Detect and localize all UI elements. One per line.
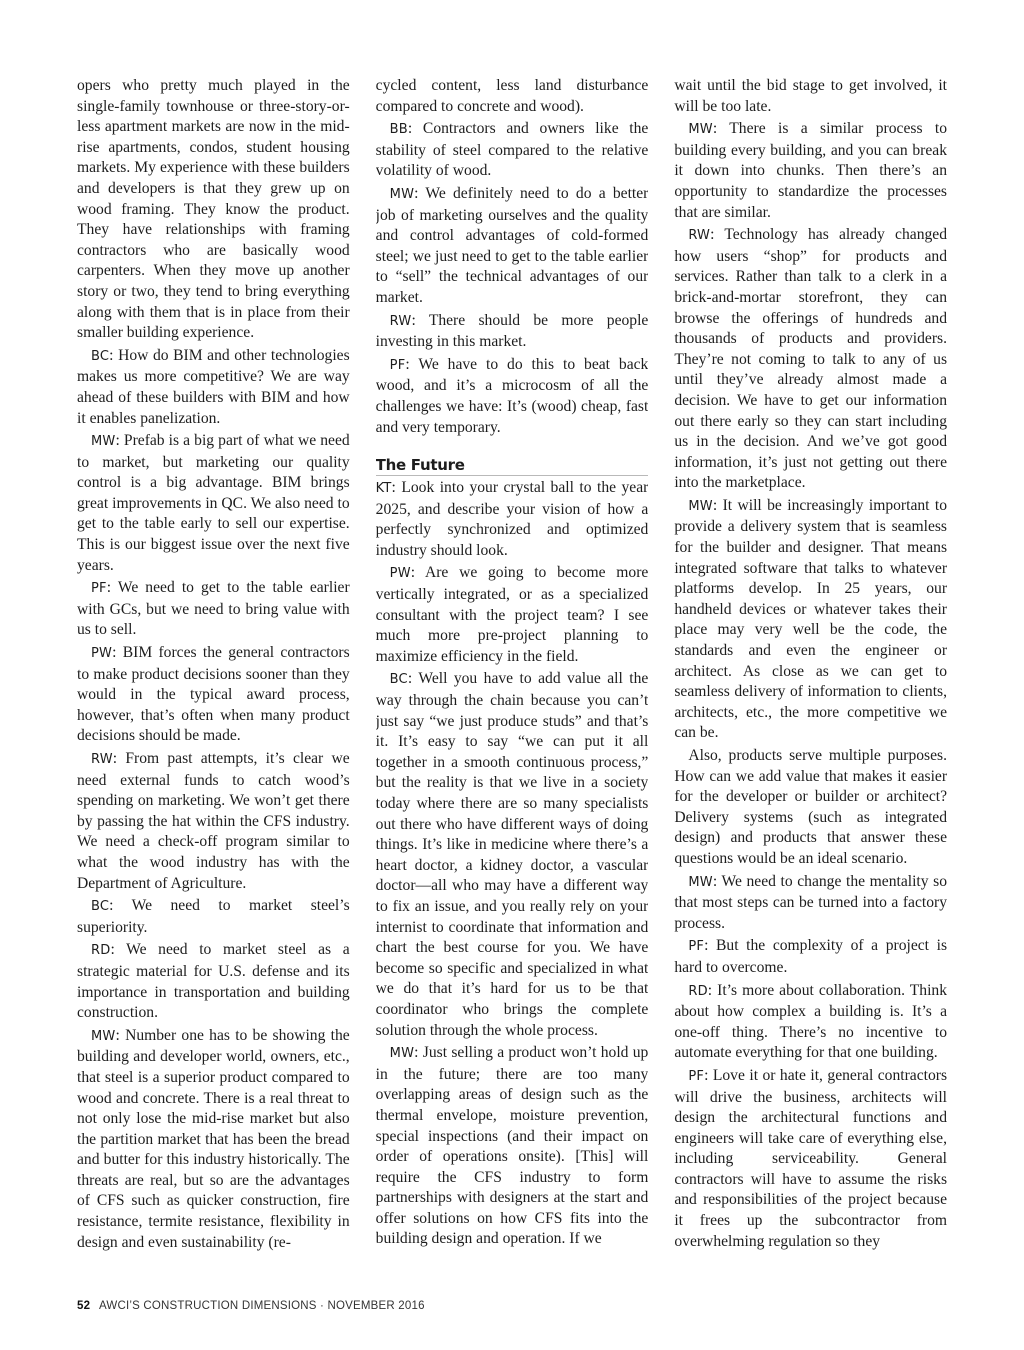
paragraph: MW: Prefab is a big part of what we need to market, but marketing our quality control is a big advantage. BIM brings great improvements in QC. We also need to get to the table early to sell our expertise. This is our biggest issue over the next five years. bbox=[77, 432, 350, 574]
column-1 bbox=[77, 76, 350, 1286]
speaker-initials: MW bbox=[688, 122, 713, 138]
paragraph: RW: From past attempts, it’s clear we need external funds to catch wood’s spending on marketing. We won’t get there by passing the hat within the CFS industry. We need a check-off program similar to what the wood industry has with the Department of Agriculture. bbox=[77, 750, 350, 892]
paragraph-text: We have to do this to beat back wood, and it’s a microcosm of all the challenges we have: It’s (wood) cheap, fast and very temporary. bbox=[375, 355, 649, 436]
speaker-initials: MW bbox=[688, 498, 713, 514]
speaker-initials: MW bbox=[91, 1028, 116, 1044]
speaker-initials: BC bbox=[389, 672, 408, 688]
speaker-initials: KT bbox=[375, 481, 392, 497]
speaker-initials: RW bbox=[91, 752, 113, 767]
paragraph-text: Are we going to become more vertically integrated, or as a specialized consultant with the project team? I see much more pre-project planning to maximize efficiency in the field. bbox=[375, 564, 649, 665]
paragraph: MW: There is a similar process to building every building, and you can break it down into chunks. Then there’s an opportunity to standardize the processes that are similar. bbox=[674, 120, 948, 221]
paragraph-text: We definitely need to do a better job of marketing ourselves and the quality and control advantages of cold-formed steel; we just need to get to the table earlier to “sell” the technical advantages of our market. bbox=[375, 184, 649, 306]
speaker-initials: RW bbox=[688, 228, 711, 244]
paragraph-text: Love it or hate it, general contractors will drive the business, architects will design the architectural functions and engineers will take care of everything else, including serviceability. General contractors will have to assume the risks and responsibilities of the project because it frees up the subcontractor from overwhelming regulation so they bbox=[674, 1066, 948, 1250]
speaker-initials: RD bbox=[91, 943, 111, 959]
speaker-initials: BC bbox=[91, 899, 110, 915]
column-2 bbox=[376, 76, 649, 1286]
paragraph: PW: Are we going to become more vertically integrated, or as a specialized consultant with the project team? I see much more pre-project planning to maximize efficiency in the field. bbox=[375, 564, 649, 665]
paragraph: MW: We need to change the mentality so that most steps can be turned into a factory process. bbox=[674, 872, 948, 932]
paragraph-continuation: cycled content, less land disturbance compared to concrete and wood). bbox=[375, 77, 649, 115]
paragraph-text: We need to market steel as a strategic material for U.S. defense and its importance in transportation and building construction. bbox=[77, 941, 350, 1022]
paragraph-text: We need to change the mentality so that most steps can be turned into a factory process. bbox=[674, 872, 948, 932]
paragraph: BC: We need to market steel’s superiority. bbox=[77, 897, 350, 936]
speaker-initials: MW bbox=[389, 1046, 415, 1062]
paragraph: PW: BIM forces the general contractors to make product decisions sooner than they would in the typical award process, however, that’s often when many product decisions should be made. bbox=[77, 644, 350, 745]
section-heading: The Future bbox=[376, 456, 649, 476]
paragraph-text: BIM forces the general contractors to make product decisions sooner than they would in the typical award process, however, that’s often when many product decisions should be made. bbox=[77, 644, 350, 745]
paragraph: BC: Well you have to add value all the way through the chain because you can’t just say “we just produce studs” and that’s it. It’s easy to say “we can put it all together in a smooth continuous process,” but the reality is that we live in a society today where there are so many specialists out there who have different ways of doing things. It’s like in medicine where there’s a heart doctor, a kidney doctor, a vascular doctor—all who may have a different way to fix an issue, and you really rely on your internist to coordinate that information and chart the best course for you. We have become so specific and specialized in what we do that it’s hard for us to be that coordinator who brings the complete solution through the whole process. bbox=[375, 670, 649, 1039]
speaker-initials: PF bbox=[688, 939, 705, 955]
publication-line: AWCI’S CONSTRUCTION DIMENSIONS · NOVEMBER 2016 bbox=[98, 1300, 425, 1312]
paragraph-text: Contractors and owners like the stability of steel compared to the relative volatility of wood. bbox=[375, 120, 649, 180]
paragraph-text: Just selling a product won’t hold up in the future; there are too many overlapping areas of design such as the thermal envelope, moisture prevention, special inspections (and their impact on order of operations onsite). [This] will require the CFS industry to form partnerships with designers at the start and offer solutions on how CFS fits into the building design and operation. If we bbox=[375, 1044, 649, 1248]
paragraph: RD: We need to market steel as a strategic material for U.S. defense and its importance in transportation and building construction. bbox=[77, 941, 350, 1022]
paragraph-text: It’s more about collaboration. Think about how complex a building is. It’s a one-off thing. There’s no incentive to automate everything for that one building. bbox=[674, 981, 948, 1062]
paragraph-text: Look into your crystal ball to the year 2025, and describe your vision of how a perfectly synchronized and optimized industry should look. bbox=[375, 479, 649, 559]
page-number: 52 bbox=[77, 1300, 91, 1312]
paragraph: RD: It’s more about collaboration. Think about how complex a building is. It’s a one-off thing. There’s no incentive to automate everything for that one building. bbox=[674, 981, 948, 1062]
paragraph: MW: We definitely need to do a better job of marketing ourselves and the quality and control advantages of cold-formed steel; we just need to get to the table earlier to “sell” the technical advantages of our market. bbox=[375, 184, 649, 306]
paragraph: MW: Number one has to be showing the building and developer world, owners, etc., that steel is a superior product compared to wood and concrete. There is a real threat to not only lose the mid-rise market but also the partition market that has been the bread and butter for this industry historically. The threats are real, but so are the advantages of CFS such as quicker construction, fire resistance, termite resistance, flexibility in design and even sustainability (re- bbox=[77, 1026, 350, 1251]
paragraph-continuation: wait until the bid stage to get involved, it will be too late. bbox=[674, 77, 948, 115]
paragraph-text: Well you have to add value all the way through the chain because you can’t just say “we just produce studs” and that’s it. It’s easy to say “we can put it all together in a smooth continuous process,” but the reality is that we live in a society today where there are so many specialists out there who have different ways of doing things. It’s like in medicine where there’s a heart doctor, a kidney doctor, a vascular doctor—all who may have a different way to fix an issue, and you really rely on your internist to coordinate that information and chart the best course for you. We have become so specific and specialized in what we do that it’s hard for us to be that coordinator who brings the complete solution through the whole process. bbox=[375, 670, 649, 1039]
speaker-initials: PW bbox=[91, 646, 113, 662]
paragraph-continuation: opers who pretty much played in the single-family townhouse or three-story-or-less apartment markets are now in the mid-rise apartments, condos, student housing markets. My experience with these builders and developers is that they grew up on wood framing. They know the product. They have relationships with framing contractors who are basically wood carpenters. When they move up another story or two, they tend to bring everything along with them that is in place from their smaller building experience. bbox=[77, 77, 350, 342]
page-footer bbox=[77, 1300, 425, 1312]
paragraph-text: From past attempts, it’s clear we need external funds to catch wood’s spending on marketing. We won’t get there by passing the hat within the CFS industry. We need a check-off program similar to what the wood industry has with the Department of Agriculture. bbox=[77, 750, 350, 892]
paragraph: PF: But the complexity of a project is hard to overcome. bbox=[674, 937, 948, 976]
paragraph-text: How do BIM and other technologies makes us more competitive? We are way ahead of these builders with BIM and how it enables panelization. bbox=[77, 346, 350, 427]
speaker-initials: BC bbox=[91, 348, 110, 364]
speaker-initials: MW bbox=[389, 186, 415, 202]
paragraph-text: There should be more people investing in this market. bbox=[375, 311, 649, 351]
speaker-initials: MW bbox=[91, 434, 116, 450]
paragraph: BC: How do BIM and other technologies makes us more competitive? We are way ahead of these builders with BIM and how it enables panelization. bbox=[77, 346, 350, 427]
paragraph-text: It will be increasingly important to provide a delivery system that is seamless for the builder and designer. That means integrated software that talks to whatever platforms develop. In 25 years, our handheld devices or whatever takes their place may very well be the code, the standards and even the engineer or architect. As close as we can get to seamless delivery of information to clients, architects, etc., the more competitive we can be. bbox=[674, 496, 948, 742]
paragraph-text: Technology has already changed how users “shop” for products and services. Rather than talk to a clerk in a brick-and-mortar storefront, they can browse the offerings of hundreds and thousands of products and providers. They’re not coming to talk to any of us until they’ve already almost made a decision. We have to get our information out there early so they can start including us in the decision. And we’ve got good information, it’s just not getting out there into the marketplace. bbox=[674, 226, 948, 492]
article-columns bbox=[77, 76, 947, 1286]
interview-question: KT: Look into your crystal ball to the year 2025, and describe your vision of how a perfectly synchronized and optimized industry should look. bbox=[375, 479, 649, 559]
speaker-initials: BB bbox=[389, 122, 408, 138]
paragraph: RW: Technology has already changed how users “shop” for products and services. Rather than talk to a clerk in a brick-and-mortar storefront, they can browse the offerings of hundreds and thousands of products and providers. They’re not coming to talk to any of us until they’ve already almost made a decision. We have to get our information out there early so they can start including us in the decision. And we’ve got good information, it’s just not getting out there into the marketplace. bbox=[674, 226, 948, 492]
speaker-initials: PF bbox=[389, 357, 406, 373]
paragraph: MW: It will be increasingly important to provide a delivery system that is seamless for the builder and designer. That means integrated software that talks to whatever platforms develop. In 25 years, our handheld devices or whatever takes their place may very well be the code, the standards and even the engineer or architect. As close as we can get to seamless delivery of information to clients, architects, etc., the more competitive we can be. bbox=[674, 496, 948, 742]
paragraph-text: But the complexity of a project is hard to overcome. bbox=[674, 937, 948, 976]
speaker-initials: MW bbox=[688, 874, 713, 890]
paragraph: Also, products serve multiple purposes. How can we add value that makes it easier for the developer or builder or architect? Delivery systems (such as integrated design) and products that answer these questions would be an ideal scenario. bbox=[674, 747, 948, 867]
paragraph: BB: Contractors and owners like the stability of steel compared to the relative volatility of wood. bbox=[375, 120, 649, 180]
paragraph: MW: Just selling a product won’t hold up in the future; there are too many overlapping areas of design such as the thermal envelope, moisture prevention, special inspections (and their impact on order of operations onsite). [This] will require the CFS industry to form partnerships with designers at the start and offer solutions on how CFS fits into the building design and operation. If we bbox=[375, 1044, 649, 1248]
paragraph: PF: We have to do this to beat back wood, and it’s a microcosm of all the challenges we have: It’s (wood) cheap, fast and very temporary. bbox=[375, 355, 649, 436]
paragraph-text: We need to get to the table earlier with GCs, but we need to bring value with us to sell. bbox=[77, 579, 350, 639]
paragraph: PF: Love it or hate it, general contractors will drive the business, architects will design the architectural functions and engineers will take care of everything else, including serviceability. General contractors will have to assume the risks and responsibilities of the project because it frees up the subcontractor from overwhelming regulation so they bbox=[674, 1066, 948, 1250]
paragraph: PF: We need to get to the table earlier with GCs, but we need to bring value with us to sell. bbox=[77, 579, 350, 639]
paragraph-text: Prefab is a big part of what we need to market, but marketing our quality control is a big advantage. BIM brings great improvements in QC. We also need to get to the table early to sell our expertise. This is our biggest issue over the next five years. bbox=[77, 432, 350, 574]
paragraph-text: Number one has to be showing the building and developer world, owners, etc., that steel is a superior product compared to wood and concrete. There is a real threat to not only lose the mid-rise market but also the partition market that has been the bread and butter for this industry historically. The threats are real, but so are the advantages of CFS such as quicker construction, fire resistance, termite resistance, flexibility in design and even sustainability (re- bbox=[77, 1026, 350, 1251]
speaker-initials: PW bbox=[389, 566, 411, 582]
column-3 bbox=[674, 76, 947, 1286]
speaker-initials: RD bbox=[688, 983, 708, 999]
speaker-initials: PF bbox=[91, 581, 107, 597]
paragraph-text: There is a similar process to building every building, and you can break it down into chunks. Then there’s an opportunity to standardize the processes that are similar. bbox=[674, 120, 948, 221]
speaker-initials: PF bbox=[688, 1068, 705, 1084]
paragraph-text: We need to market steel’s superiority. bbox=[77, 897, 350, 936]
speaker-initials: RW bbox=[389, 313, 412, 329]
paragraph: RW: There should be more people investing in this market. bbox=[375, 311, 649, 351]
